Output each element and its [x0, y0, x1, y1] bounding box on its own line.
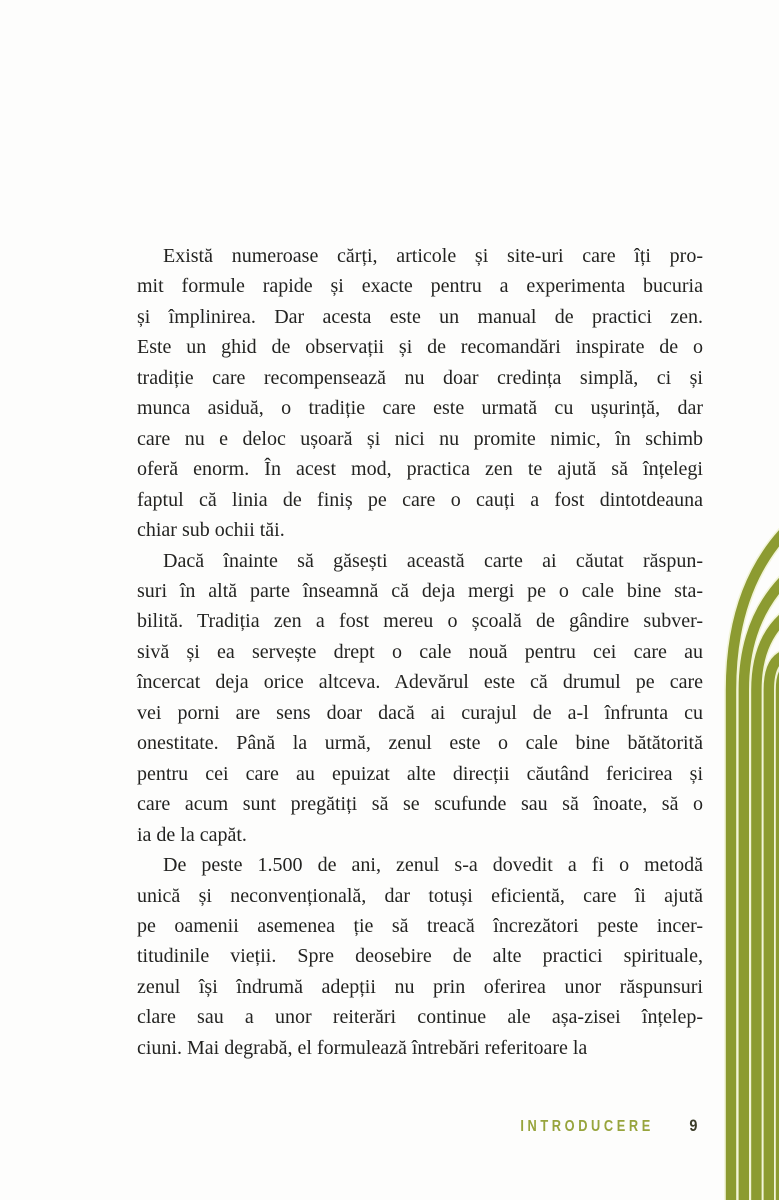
- text-line: suri în altă parte înseamnă că deja mergi pe o cale bine sta-: [137, 579, 703, 602]
- page-number: 9: [688, 1116, 697, 1135]
- running-footer-section-label: INTRODUCERE: [520, 1118, 654, 1135]
- text-line: care nu e deloc ușoară și nici nu promite nimic, în schimb: [137, 427, 703, 450]
- text-line: Există numeroase cărți, articole și site-uri care îți pro-: [163, 245, 703, 267]
- text-line: munca asiduă, o tradiție care este urmată cu ușurință, dar: [137, 397, 703, 420]
- paragraph: [137, 850, 703, 1063]
- paragraph: [137, 546, 703, 851]
- text-line: unică și neconvențională, dar totuși eficientă, care îi ajută: [137, 884, 703, 907]
- body-text: [137, 241, 703, 1063]
- text-line: tradiție care recompensează nu doar credința simplă, ci și: [137, 366, 703, 389]
- stripes: [731, 505, 779, 1200]
- text-line: onestitate. Până la urmă, zenul este o cale bine bătătorită: [137, 732, 703, 755]
- text-line: și împlinirea. Dar acesta este un manual de practici zen.: [137, 305, 703, 328]
- text-line: bilită. Tradiția zen a fost mereu o școală de gândire subver-: [137, 610, 703, 633]
- page-footer: [137, 1116, 703, 1136]
- paragraph: [137, 241, 703, 546]
- text-line: titudinile vieții. Spre deosebire de alte practici spirituale,: [137, 945, 703, 968]
- text-line: care acum sunt pregătiți să se scufunde sau să înoate, să o: [137, 793, 703, 816]
- text-line: zenul își îndrumă adepții nu prin oferirea unor răspunsuri: [137, 975, 703, 998]
- text-line: faptul că linia de finiș pe care o cauți a fost dintotdeauna: [137, 488, 703, 511]
- text-line: sivă și ea servește drept o cale nouă pentru cei care au: [137, 640, 703, 663]
- text-line: pe oamenii asemenea ție să treacă încrezători peste incer-: [137, 914, 703, 937]
- text-line: pentru cei care au epuizat alte direcții căutând fericirea și: [137, 762, 703, 785]
- text-line: Este un ghid de observații și de recomandări inspirate de o: [137, 336, 703, 359]
- text-line: ciuni. Mai degrabă, el formulează întrebări referitoare la: [137, 1036, 588, 1059]
- text-line: clare sau a unor reiterări continue ale așa-zisei înțelep-: [137, 1006, 703, 1029]
- text-line: încercat deja orice altceva. Adevărul este că drumul pe care: [137, 671, 703, 694]
- text-line: De peste 1.500 de ani, zenul s-a dovedit a fi o metodă: [163, 854, 703, 877]
- text-line: chiar sub ochii tăi.: [137, 519, 285, 542]
- stripe-gaps: [731, 505, 779, 1200]
- text-line: oferă enorm. În acest mod, practica zen te ajută să înțelegi: [137, 458, 703, 481]
- text-line: ia de la capăt.: [137, 823, 247, 846]
- text-line: vei porni are sens doar dacă ai curajul de a-l înfrunta cu: [137, 701, 703, 724]
- text-line: mit formule rapide și exacte pentru a experimenta bucuria: [137, 275, 703, 298]
- text-line: Dacă înainte să găsești această carte ai căutat răspun-: [163, 549, 703, 572]
